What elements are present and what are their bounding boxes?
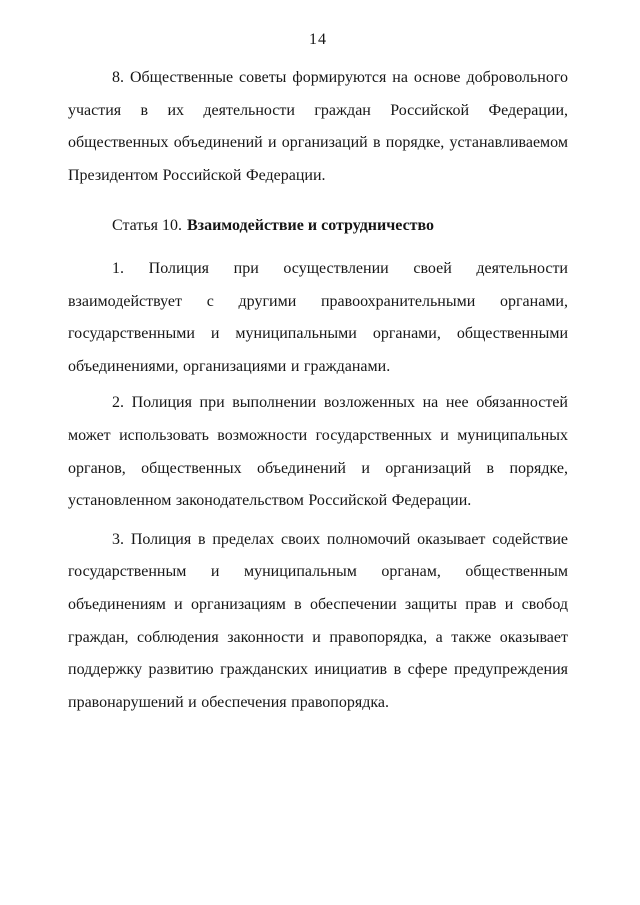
- paragraph-point-1: 1. Полиция при осуществлении своей деятельности взаимодействует с другими правоохранительными органами, государственными и муниципальными органами, общественными объединениями, организациями и гражданами.: [68, 259, 568, 375]
- article-heading-title: Взаимодействие и сотрудничество: [186, 217, 435, 235]
- article-heading-number: Статья 10.: [112, 217, 182, 235]
- page-number: 14: [309, 31, 327, 48]
- paragraph-point-8: 8. Общественные советы формируются на основе добровольного участия в их деятельности граждан Российской Федерации, общественных объединений и организаций в порядке, устанавливаемом Президентом Российской Федерации.: [68, 69, 568, 184]
- paragraph-point-3: 3. Полиция в пределах своих полномочий оказывает содействие государственным и муниципальным органам, общественным объединениям и организациям в обеспечении защиты прав и свобод граждан, соблюдения законности и правопорядка, а также оказывает поддержку развитию гражданских инициатив в сфере предупреждения правонарушений и обеспечения правопорядка.: [68, 530, 568, 711]
- article-heading: [68, 210, 568, 243]
- paragraph-point-2: 2. Полиция при выполнении возложенных на нее обязанностей может использовать возможности государственных и муниципальных органов, общественных объединений и организаций в порядке, установленном законодательством Российской Федерации.: [68, 394, 568, 510]
